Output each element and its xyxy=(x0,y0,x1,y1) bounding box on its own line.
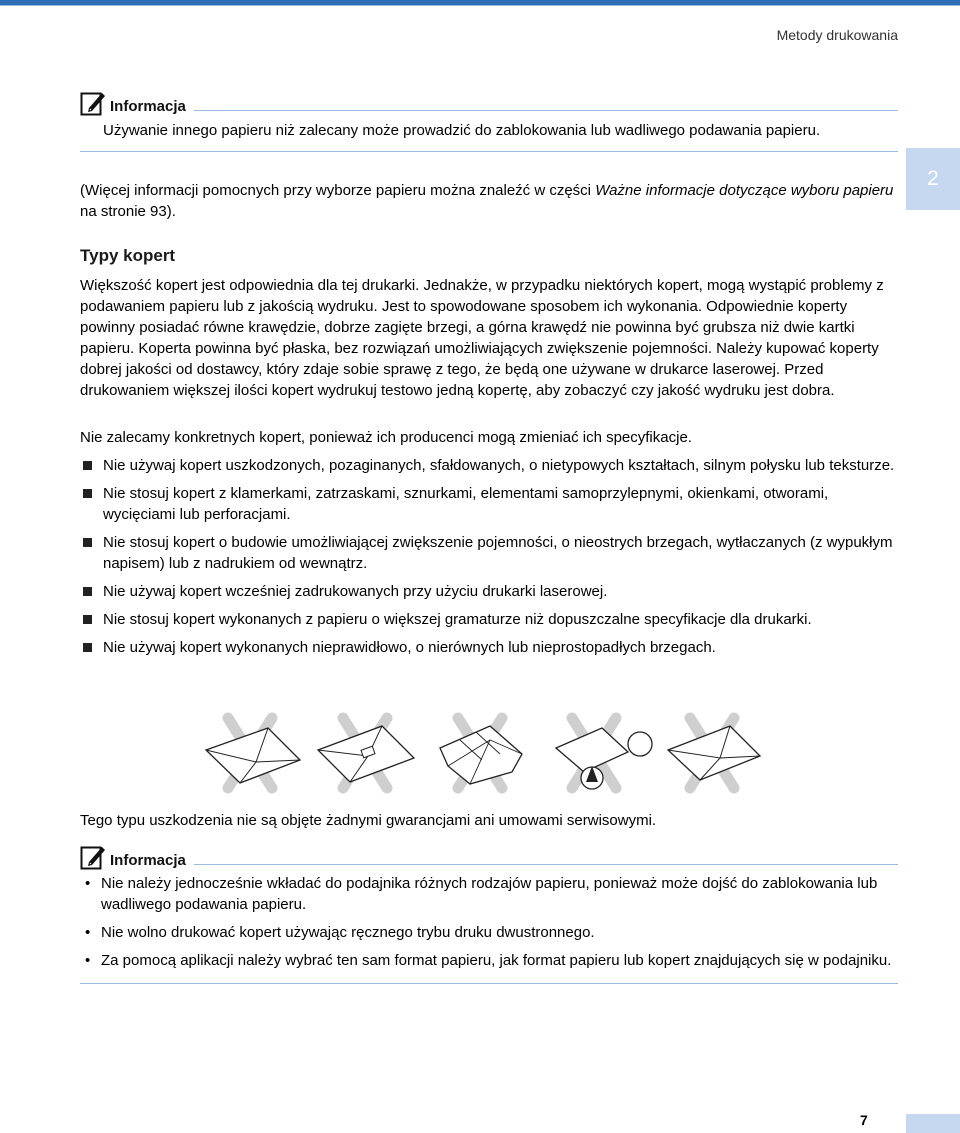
bullet-dot-icon: • xyxy=(85,924,91,941)
envelope-rules-list xyxy=(80,455,900,658)
footer-tab xyxy=(906,1114,960,1133)
more-info-paragraph xyxy=(80,180,900,222)
list-item-text: Nie wolno drukować kopert używając ręcznego trybu druku dwustronnego. xyxy=(101,924,595,941)
square-bullet-icon xyxy=(83,489,92,498)
bad-envelopes-illustration xyxy=(200,710,770,795)
square-bullet-icon xyxy=(83,587,92,596)
note-title-rule xyxy=(194,864,898,865)
note-bottom-rule xyxy=(80,151,898,152)
warranty-paragraph: Tego typu uszkodzenia nie są objęte żadnymi gwarancjami ani umowami serwisowymi. xyxy=(80,812,657,829)
note-title-rule xyxy=(194,110,898,111)
list-item-text: Nie należy jednocześnie wkładać do podajnika różnych rodzajów papieru, ponieważ może dojść do zablokowania lub wadliwego podawania papieru. xyxy=(101,875,878,913)
running-header: Metody drukowania xyxy=(776,27,898,43)
note-box-2 xyxy=(80,842,898,984)
more-info-prefix: (Więcej informacji pomocnych przy wyborze papieru można znaleźć w części xyxy=(80,182,596,199)
more-info-suffix: na stronie 93). xyxy=(80,203,176,220)
list-item-text: Nie używaj kopert wcześniej zadrukowanych przy użyciu drukarki laserowej. xyxy=(103,583,608,600)
list-item xyxy=(80,455,900,476)
no-recommend-paragraph: Nie zalecamy konkretnych kopert, ponieważ ich producenci mogą zmieniać ich specyfikacje. xyxy=(80,429,692,446)
list-item-text: Nie używaj kopert uszkodzonych, pozaginanych, sfałdowanych, o nietypowych kształtach, silnym połysku lub teksturze. xyxy=(103,457,895,474)
section-heading: Typy kopert xyxy=(80,246,176,265)
note-box-1 xyxy=(80,88,898,152)
list-item xyxy=(80,581,900,602)
chapter-number: 2 xyxy=(927,167,939,190)
note-text: Używanie innego papieru niż zalecany może prowadzić do zablokowania lub wadliwego podawania papieru. xyxy=(103,122,821,139)
intro-paragraph: Większość kopert jest odpowiednia dla tej drukarki. Jednakże, w przypadku niektórych kopert, mogą wystąpić problemy z podawaniem papieru lub z jakością wydruku. Jest to spowodowane sposobem ich wykonania. Odpowiednie koperty powinny posiadać równe krawędzie, dobrze zagięte brzegi, a górna krawędź nie powinna być grubsza niż dwie kartki papieru. Koperta powinna być płaska, bez rozwiązań umożliwiających zwiększenie pojemności. Należy kupować koperty dobrej jakości od dostawcy, który zdaje sobie sprawę z tego, że będą one używane w drukarce laserowej. Przed drukowaniem większej ilości kopert wydrukuj testowo jedną kopertę, aby zobaczyć czy jakość wydruku jest dobra. xyxy=(80,277,884,399)
more-info-reference: Ważne informacje dotyczące wyboru papieru xyxy=(595,182,894,199)
clasp-envelope-icon xyxy=(318,718,414,788)
note-header xyxy=(80,88,898,116)
expanding-envelope-icon xyxy=(440,718,522,788)
note-pencil-icon xyxy=(80,90,106,116)
list-item xyxy=(80,637,900,658)
square-bullet-icon xyxy=(83,643,92,652)
note-title: Informacja xyxy=(110,852,186,869)
list-item-text: Za pomocą aplikacji należy wybrać ten sam format papieru, jak format papieru lub kopert znajdujących się w podajniku. xyxy=(101,952,892,969)
list-item xyxy=(80,532,900,574)
note-bottom-rule xyxy=(80,983,898,984)
note-header xyxy=(80,842,898,870)
window-envelope-icon xyxy=(556,718,652,789)
list-item xyxy=(80,609,900,630)
square-bullet-icon xyxy=(83,615,92,624)
square-bullet-icon xyxy=(83,461,92,470)
list-item xyxy=(80,950,898,971)
page-number: 7 xyxy=(860,1112,868,1128)
list-item xyxy=(80,922,898,943)
note-pencil-icon xyxy=(80,844,106,870)
bullet-dot-icon: • xyxy=(85,875,91,892)
top-rule xyxy=(0,0,960,5)
list-item-text: Nie stosuj kopert z klamerkami, zatrzaskami, sznurkami, elementami samoprzylepnymi, okienkami, otworami, wycięciami lub perforacjami. xyxy=(103,485,829,523)
list-item-text: Nie stosuj kopert wykonanych z papieru o większej gramaturze niż dopuszczalne specyfikacje dla drukarki. xyxy=(103,611,812,628)
square-bullet-icon xyxy=(83,538,92,547)
chapter-tab xyxy=(906,148,960,210)
note-title: Informacja xyxy=(110,98,186,115)
crumpled-envelope-icon xyxy=(206,718,300,788)
list-item-text: Nie stosuj kopert o budowie umożliwiającej zwiększenie pojemności, o nieostrych brzegach, wytłaczanych (z wypukłym napisem) lub z nadrukiem od wewnątrz. xyxy=(103,534,893,572)
note-list xyxy=(80,873,898,971)
list-item xyxy=(80,873,898,915)
irregular-envelope-icon xyxy=(668,718,760,788)
bullet-dot-icon: • xyxy=(85,952,91,969)
list-item-text: Nie używaj kopert wykonanych nieprawidłowo, o nierównych lub nieprostopadłych brzegach. xyxy=(103,639,716,656)
list-item xyxy=(80,483,900,525)
